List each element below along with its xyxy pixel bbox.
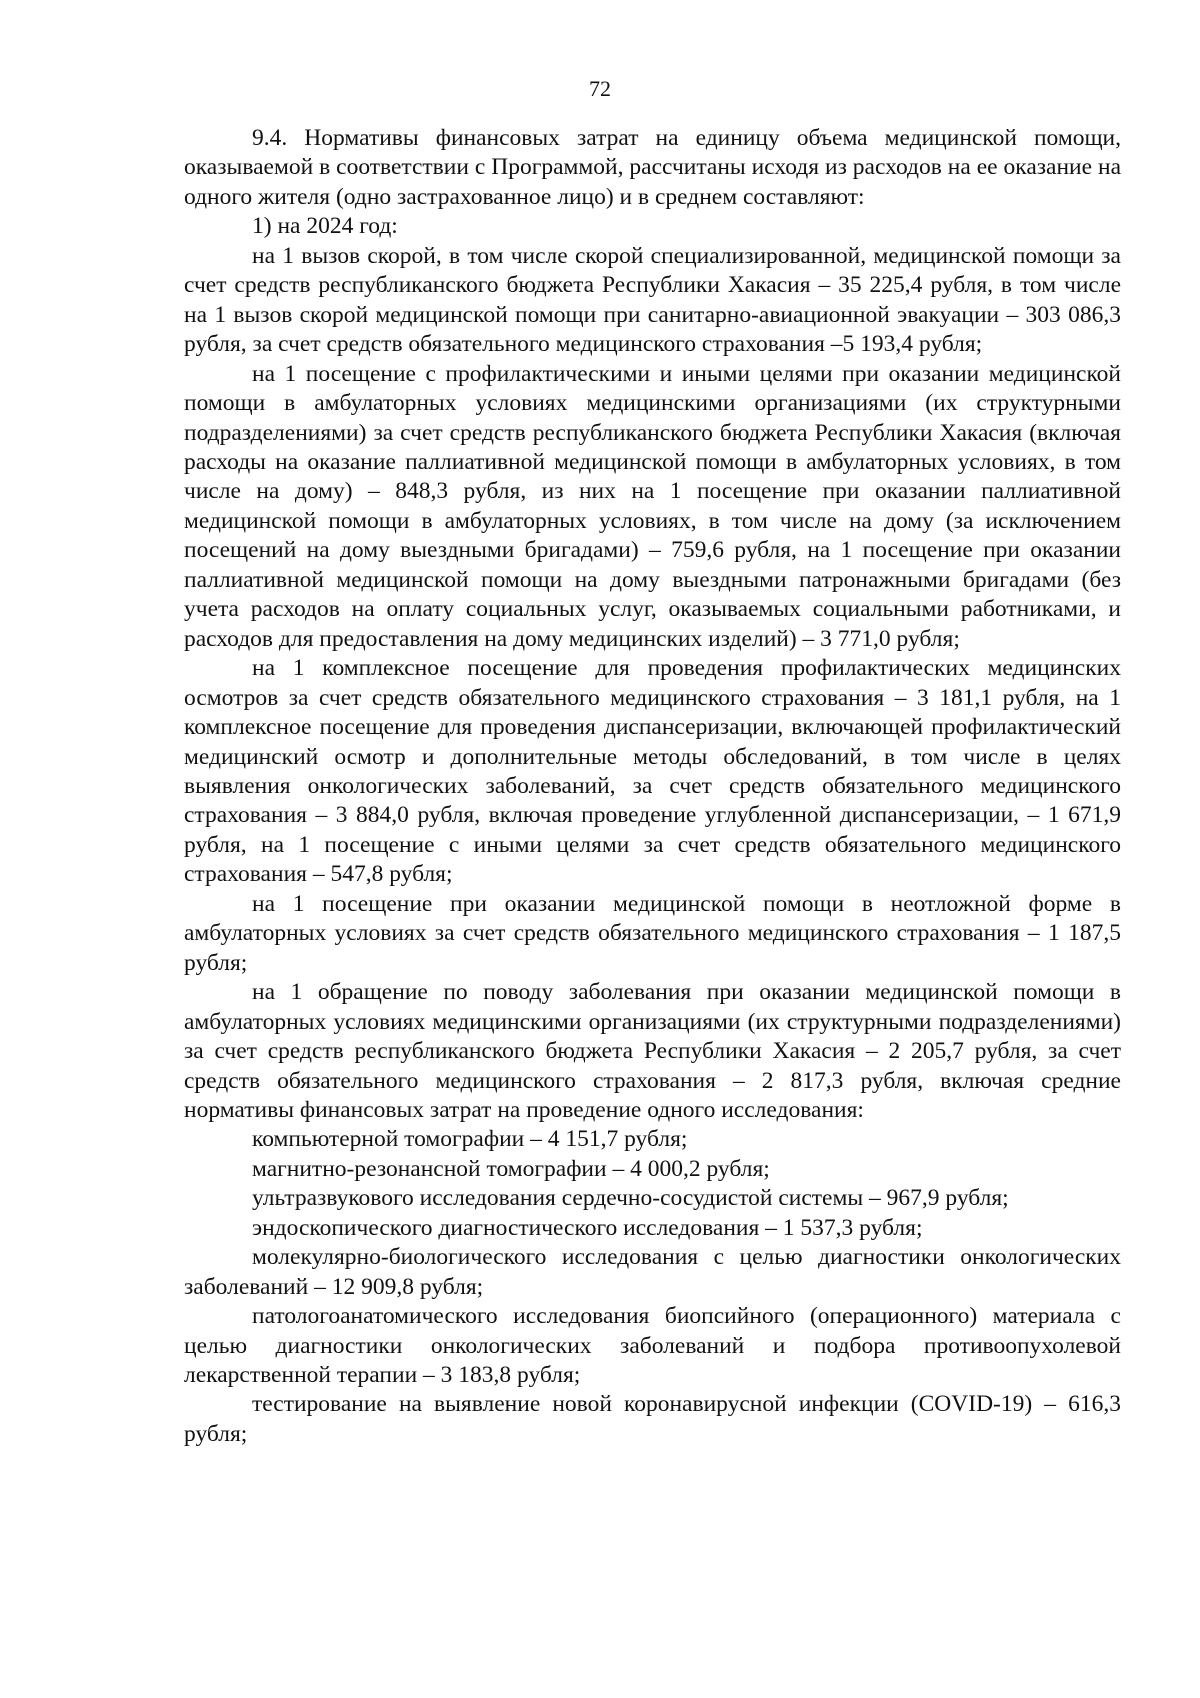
paragraph-ambulance-call: на 1 вызов скорой, в том числе скорой специализированной, медицинской помощи за счет средств республиканского бюджета Республики Хакасия – 35 225,4 рубля, в том числе на 1 вызов скорой медицинской помощи при санитарно-авиационной эвакуации – 303 086,3 рубля, за счет средств обязательного медицинского страхования –5 193,4 рубля; xyxy=(184,242,1121,358)
paragraph-section-9-4: 9.4. Нормативы финансовых затрат на единицу объема медицинской помощи, оказываемой в соответствии с Программой, рассчитаны исходя из расходов на ее оказание на одного жителя (одно застрахованное лицо) и в среднем составляют: xyxy=(184,125,1121,210)
page-number: 72 xyxy=(589,76,611,101)
paragraph-molecular: молекулярно-биологического исследования с целью диагностики онкологических заболеваний – 12 909,8 рубля; xyxy=(184,1244,1121,1300)
paragraph-mri: магнитно-резонансной томографии – 4 000,2 рубля; xyxy=(252,1155,770,1182)
paragraph-urgent-visit: на 1 посещение при оказании медицинской помощи в неотложной форме в амбулаторных условиях за счет средств обязательного медицинского страхования – 1 187,5 рубля; xyxy=(184,890,1121,976)
paragraph-preventive-visit: на 1 посещение с профилактическими и иными целями при оказании медицинской помощи в амбулаторных условиях медицинскими организациями (их структурными подразделениями) за счет средств республиканского бюджета Республики Хакасия (включая расходы на оказание паллиативной медицинской помощи в амбулаторных условиях, в том числе на дому) – 848,3 рубля, из них на 1 посещение при оказании паллиативной медицинской помощи в амбулаторных условиях, в том числе на дому (за исключением посещений на дому выездными бригадами) – 759,6 рубля, на 1 посещение при оказании паллиативной медицинской помощи на дому выездными патронажными бригадами (без учета расходов на оплату социальных услуг, оказываемых социальными работниками, и расходов для предоставления на дому медицинских изделий) – 3 771,0 рубля; xyxy=(184,360,1121,652)
paragraph-year-2024: 1) на 2024 год: xyxy=(252,213,398,240)
paragraph-ultrasound: ультразвукового исследования сердечно-сосудистой системы – 967,9 рубля; xyxy=(252,1185,1009,1212)
paragraph-disease-appeal: на 1 обращение по поводу заболевания при оказании медицинской помощи в амбулаторных условиях медицинскими организациями (их структурными подразделениями) за счет средств республиканского бюджета Республики Хакасия – 2 205,7 рубля, за счет средств обязательного медицинского страхования – 2 817,3 рубля, включая средние нормативы финансовых затрат на проведение одного исследования: xyxy=(184,979,1121,1123)
paragraph-ct: компьютерной томографии – 4 151,7 рубля; xyxy=(252,1126,688,1153)
paragraph-complex-visit: на 1 комплексное посещение для проведения профилактических медицинских осмотров за счет средств обязательного медицинского страхования – 3 181,1 рубля, на 1 комплексное посещение для проведения диспансеризации, включающей профилактический медицинский осмотр и дополнительные методы обследований, в том числе в целях выявления онкологических заболеваний, за счет средств обязательного медицинского страхования – 3 884,0 рубля, включая проведение углубленной диспансеризации, – 1 671,9 рубля, на 1 посещение с иными целями за счет средств обязательного медицинского страхования – 547,8 рубля; xyxy=(184,655,1121,888)
paragraph-pathology: патологоанатомического исследования биопсийного (операционного) материала с целью диагностики онкологических заболеваний и подбора противоопухолевой лекарственной терапии – 3 183,8 рубля; xyxy=(184,1303,1121,1389)
document-body xyxy=(184,124,1121,1449)
paragraph-endoscopy: эндоскопического диагностического исследования – 1 537,3 рубля; xyxy=(252,1214,923,1241)
paragraph-covid-test: тестирование на выявление новой коронавирусной инфекции (COVID-19) – 616,3 рубля; xyxy=(184,1391,1121,1447)
